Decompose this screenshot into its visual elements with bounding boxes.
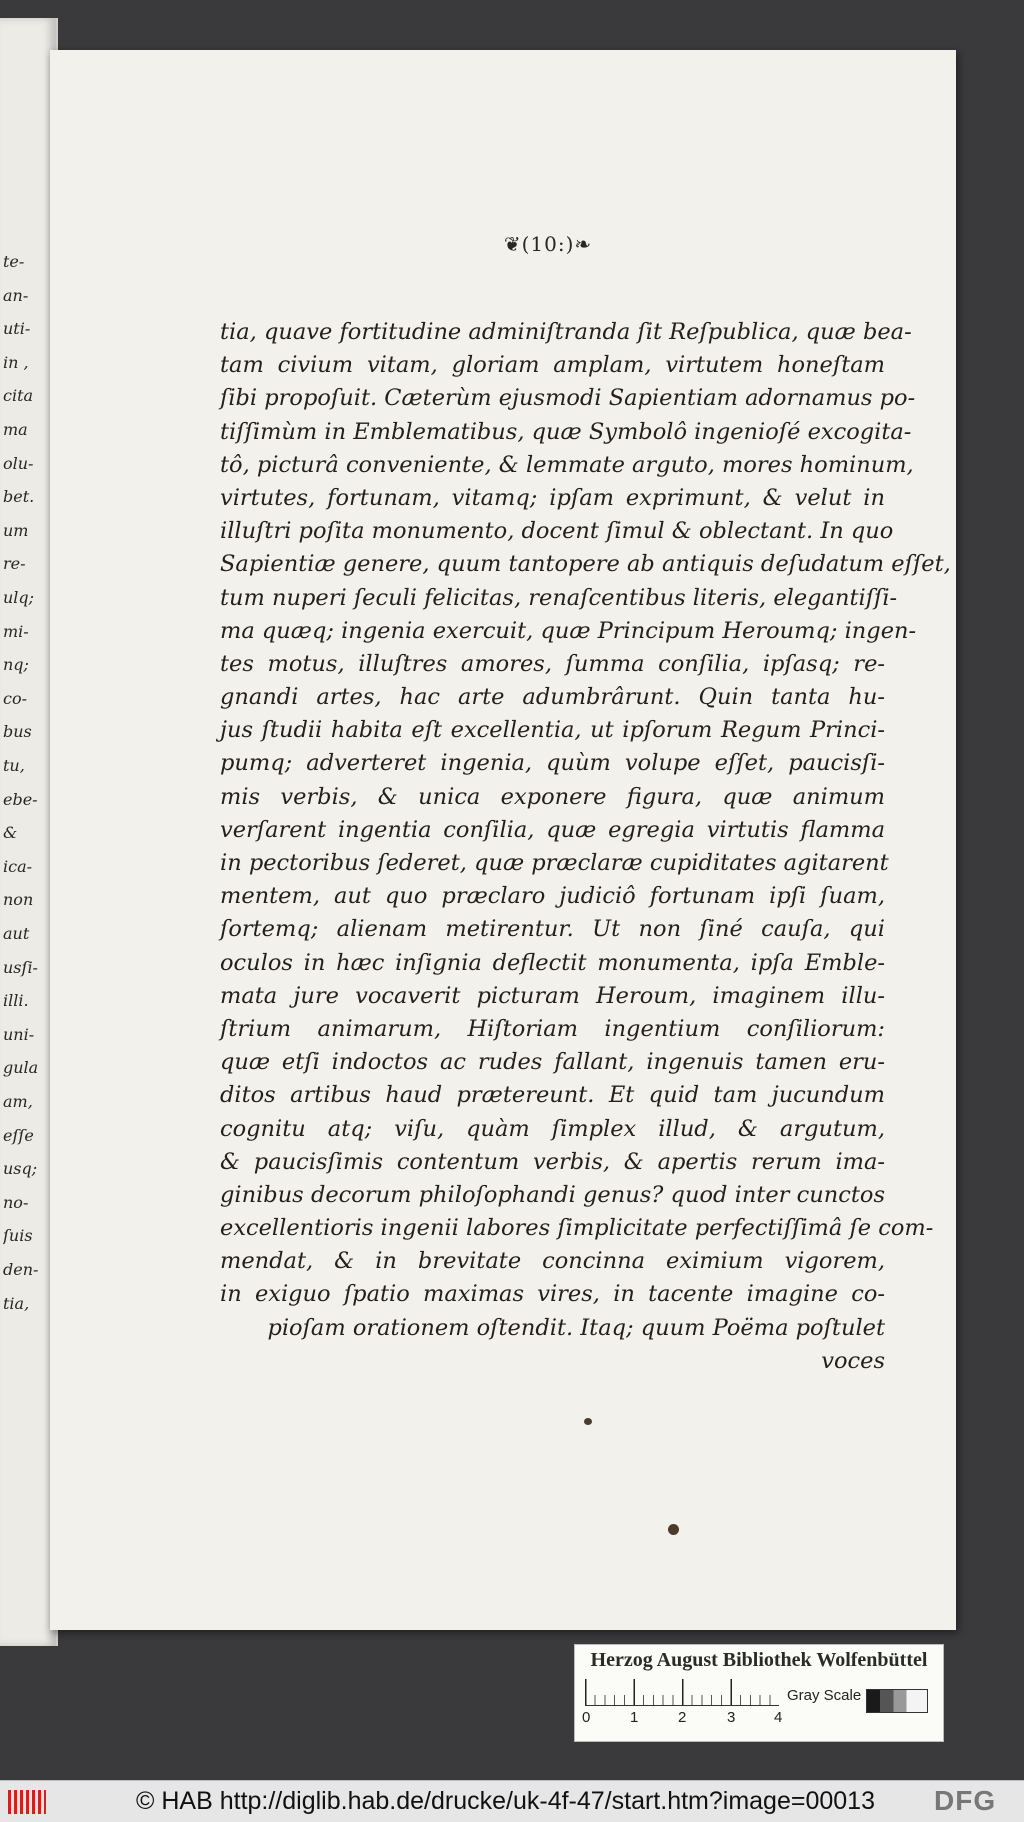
left-page-fragment: tia, — [3, 1293, 30, 1313]
paper-spot — [668, 1524, 679, 1535]
left-page-fragment: ma — [3, 420, 28, 439]
catchword: voces — [821, 1347, 885, 1374]
text-line: tiſſimùm in Emblematibus, quæ Symbolô ingenioſé excogita- — [220, 418, 912, 445]
left-page-fragment: ebe- — [3, 789, 38, 809]
text-line: verſarent ingentia conſilia, quæ egregia virtutis flamma — [220, 816, 885, 843]
left-page-fragment: non — [3, 890, 34, 910]
gray-scale-label: Gray Scale — [787, 1687, 862, 1704]
left-page-fragment: usſi- — [3, 957, 38, 977]
ruler-major-ticks — [585, 1679, 779, 1705]
text-line: tia, quave fortitudine adminiſtranda ſit Reſpublica, quæ bea- — [220, 319, 912, 345]
paper-spot — [584, 1418, 592, 1425]
text-line: mentem, aut quo præclaro judiciô fortunam ipſi ſuam, — [220, 883, 885, 910]
text-line: tô, picturâ conveniente, & lemmate arguto, mores hominum, — [220, 451, 914, 478]
text-line: oculos in hæc inſignia deflectit monumenta, ipſa Emble- — [220, 949, 885, 976]
text-line: in exiguo ſpatio maximas vires, in tacente imagine co- — [220, 1281, 885, 1308]
left-page-fragment: mi- — [3, 621, 29, 641]
left-page-fragment: co- — [3, 688, 27, 708]
left-page-fragment: & — [3, 823, 18, 843]
text-line: excellentioris ingenii labores ſimplicitate perfectiſſimâ ſe com- — [220, 1215, 934, 1242]
library-name: Herzog August Bibliothek Wolfenbüttel — [590, 1649, 928, 1671]
text-line: & paucisſimis contentum verbis, & apertis rerum ima- — [220, 1148, 885, 1175]
text-line: tam civium vitam, gloriam amplam, virtutem honeſtam — [220, 352, 885, 379]
source-url-text[interactable]: © HAB http://diglib.hab.de/drucke/uk-4f-47/start.htm?image=00013 — [136, 1787, 875, 1815]
text-line: tes motus, illuſtres amores, ſumma conſilia, ipſasq; re- — [220, 650, 885, 677]
left-page-fragment: in , — [3, 352, 29, 372]
ruler-number: 2 — [678, 1709, 687, 1726]
text-line: ginibus decorum philoſophandi genus? quod inter cunctos — [220, 1181, 885, 1208]
ruler-number: 1 — [630, 1709, 639, 1726]
ruler-number: 4 — [774, 1709, 783, 1726]
text-line: in pectoribus ſederet, quæ præclaræ cupiditates agitarent — [220, 850, 889, 876]
left-page-fragment: ulq; — [3, 588, 35, 607]
text-line: tum nuperi ſeculi felicitas, renaſcentibus literis, elegantiſſi- — [220, 584, 898, 611]
text-line: virtutes, fortunam, vitamq; ipſam exprimunt, & velut in — [220, 484, 885, 511]
page-text-block — [220, 316, 951, 1378]
text-line: pioſam orationem oſtendit. Itaq; quum Poëma poſtulet — [267, 1314, 885, 1341]
left-page-fragment: aut — [3, 924, 30, 943]
left-page-fragment: ica- — [3, 856, 33, 876]
text-line: cognitu atq; viſu, quàm ſimplex illud, & argutum, — [220, 1115, 885, 1142]
viewer-footer — [0, 1780, 1024, 1822]
left-page-fragment: uti- — [3, 319, 31, 339]
left-page-fragment: ſuis — [3, 1226, 33, 1246]
book-page — [50, 50, 956, 1630]
left-page-fragment: te- — [3, 252, 25, 271]
gray-scale-swatch — [866, 1689, 928, 1713]
left-page-fragment: uni- — [3, 1024, 35, 1044]
left-page-fragment: usq; — [3, 1159, 38, 1179]
text-line: ſortemq; alienam metirentur. Ut non ſiné cauſa, qui — [220, 916, 885, 943]
left-page-fragment: illi. — [3, 991, 29, 1011]
page-header-ornament: ❦(10:)❧ — [503, 232, 593, 256]
left-page-fragment: no- — [3, 1192, 29, 1212]
ruler-number: 0 — [582, 1709, 591, 1726]
text-line: illuſtri poſita monumento, docent ſimul & oblectant. In quo — [220, 518, 894, 545]
library-color-card — [574, 1644, 944, 1742]
text-line: quæ etſi indoctos ac rudes fallant, ingenuis tamen eru- — [220, 1049, 885, 1076]
left-page-fragment: cita — [3, 386, 34, 406]
dfg-logo: DFG — [934, 1785, 997, 1816]
left-page-fragment: bus — [3, 722, 32, 742]
left-page-fragment: um — [3, 520, 29, 540]
text-line: ditos artibus haud prætereunt. Et quid tam jucundum — [220, 1082, 885, 1109]
text-line: mis verbis, & unica exponere figura, quæ animum — [220, 783, 885, 810]
text-line: gnandi artes, hac arte adumbrârunt. Quin tanta hu- — [220, 684, 885, 711]
text-line: pumq; adverteret ingenia, quùm volupe eſſet, paucisſi- — [220, 750, 885, 777]
left-page-fragment: am, — [3, 1092, 33, 1111]
text-line: ſtrium animarum, Hiſtoriam ingentium conſiliorum: — [220, 1015, 885, 1042]
left-page-fragment: re- — [3, 554, 26, 574]
text-line: Sapientiæ genere, quum tantopere ab antiquis deſudatum eſſet, — [220, 551, 951, 578]
left-page-fragment: bet. — [3, 487, 35, 507]
ruler-number: 3 — [727, 1709, 736, 1726]
left-page-fragment: tu, — [3, 756, 25, 775]
text-line: ma quæq; ingenia exercuit, quæ Principum Heroumq; ingen- — [220, 617, 917, 644]
hab-logo-icon — [8, 1790, 46, 1814]
text-line: jus ſtudii habita eſt excellentia, ut ipſorum Regum Princi- — [220, 717, 885, 744]
text-line: ſibi propoſuit. Cæterùm ejusmodi Sapientiam adornamus po- — [220, 385, 916, 412]
left-page-fragment: an- — [3, 285, 29, 305]
text-line: mata jure vocaverit picturam Heroum, imaginem illu- — [220, 982, 885, 1009]
text-line: mendat, & in brevitate concinna eximium vigorem, — [220, 1248, 885, 1275]
left-page-fragment: den- — [3, 1260, 39, 1279]
left-page-fragment: olu- — [3, 453, 34, 473]
left-page-fragment: nq; — [3, 655, 29, 675]
left-page-fragment: gula — [3, 1058, 39, 1078]
left-page-fragment: eſſe — [3, 1125, 34, 1145]
